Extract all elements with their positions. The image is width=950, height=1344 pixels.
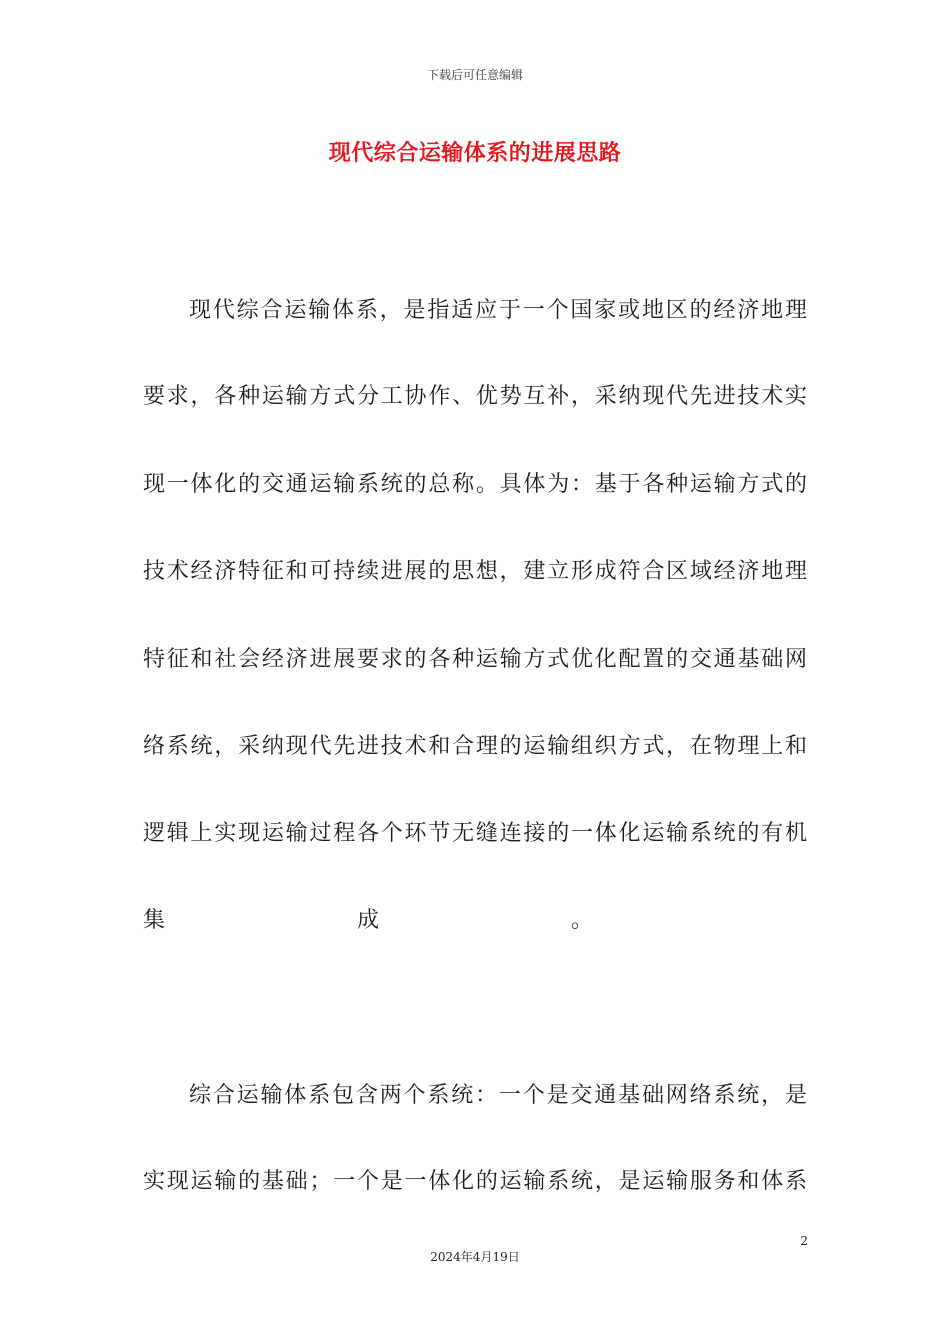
page-number: 2 xyxy=(800,1234,808,1248)
paragraph-line: 特征和社会经济进展要求的各种运输方式优化配置的交通基础网 xyxy=(143,647,807,672)
header-note: 下载后可任意编辑 xyxy=(426,68,523,82)
paragraph-line: 集 成 。 xyxy=(143,908,593,933)
paragraph-line: 要求，各种运输方式分工协作、优势互补，采纳现代先进技术实 xyxy=(143,384,807,409)
paragraph-line: 逻辑上实现运输过程各个环节无缝连接的一体化运输系统的有机 xyxy=(143,821,807,846)
document-title: 现代综合运输体系的进展思路 xyxy=(328,141,622,166)
paragraph-line: 技术经济特征和可持续进展的思想，建立形成符合区域经济地理 xyxy=(143,559,807,584)
paragraph-line: 综合运输体系包含两个系统：一个是交通基础网络系统，是 xyxy=(189,1083,807,1108)
paragraph-line: 现一体化的交通运输系统的总称。具体为：基于各种运输方式的 xyxy=(143,472,807,497)
paragraph-line: 现代综合运输体系，是指适应于一个国家或地区的经济地理 xyxy=(189,298,807,323)
paragraph-line: 络系统，采纳现代先进技术和合理的运输组织方式，在物理上和 xyxy=(143,734,807,759)
footer-date: 2024年4月19日 xyxy=(430,1250,520,1264)
paragraph-line: 实现运输的基础；一个是一体化的运输系统，是运输服务和体系 xyxy=(143,1169,807,1194)
